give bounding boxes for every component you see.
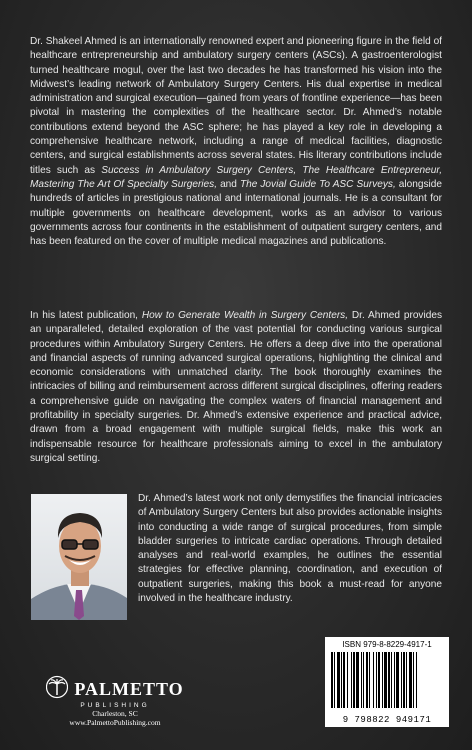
barcode-bar xyxy=(363,652,364,708)
author-bio-paragraph xyxy=(30,35,442,249)
barcode-bar xyxy=(334,652,335,708)
bio-titles-2: The Jovial Guide To ASC Surveys, xyxy=(239,178,396,190)
barcode-bar xyxy=(416,652,417,708)
barcode-bar xyxy=(396,652,399,708)
barcode-bar xyxy=(361,652,362,708)
barcode-bar xyxy=(394,652,395,708)
author-portrait xyxy=(31,494,127,620)
barcode-bar xyxy=(378,652,380,708)
barcode-bar xyxy=(337,652,340,708)
barcode-bar xyxy=(382,652,383,708)
book-title: How to Generate Wealth in Surgery Centers, xyxy=(141,310,349,321)
barcode-bar xyxy=(347,652,348,708)
barcode-bar xyxy=(401,652,402,708)
barcode-bar xyxy=(369,652,370,708)
barcode-digits: 9 798822 949171 xyxy=(342,715,432,725)
book-text-2: Dr. Ahmed provides an unparalleled, detailed exploration of the vast potential for conducting various surgical procedures within Ambulatory Surgery Centers. He offers a deep dive into the operational and financial aspects of running advanced surgical operations, highlighting the clinical and economic considerations with unmatched clarity. The book thoroughly examines the intricacies of billing and reimbursement across different surgical disciplines, offering readers a comprehensive guide on navigating the complex waters of financial management and profitability in specialty surgeries. Dr. Ahmed’s extensive experience and practical advice, drawn from a broad engagement with multiple surgical fields, make this work an indispensable resource for healthcare professionals aiming to excel in the ambulatory surgical setting. xyxy=(30,310,442,464)
isbn-barcode xyxy=(325,637,449,727)
barcode-bar xyxy=(384,652,387,708)
barcode-bar xyxy=(366,652,368,708)
publisher-subtitle: PUBLISHING xyxy=(80,702,150,709)
barcode-bar xyxy=(388,652,390,708)
bio-titles-1: Success in Ambulatory Surgery Centers, The Healthcare Entrepreneur, Mastering The Art Of Specialty Surgeries, xyxy=(30,164,443,190)
barcode-bar xyxy=(409,652,412,708)
bio-text-2: and xyxy=(217,178,240,190)
barcode-bar xyxy=(343,652,345,708)
publisher-city: Charleston, SC xyxy=(92,709,138,718)
barcode-bar xyxy=(331,652,333,708)
barcode-bar xyxy=(351,652,352,708)
barcode-bar xyxy=(403,652,405,708)
publisher-name: PALMETTO xyxy=(74,679,184,699)
book-text-1: In his latest publication, xyxy=(30,310,142,321)
publisher-url[interactable]: www.PalmettoPublishing.com xyxy=(69,718,161,727)
summary-paragraph: Dr. Ahmed’s latest work not only demystifies the financial intricacies of Ambulatory Surgery Centers but also provides actionable insights into conducting a wide range of surgical procedures, from simple bladder surgeries to intricate cardiac operations. Through detailed analyses and real-world examples, he outlines the essential strategies for effective planning, coordination, and execution of outpatient surgeries, making this book a must-read for anyone involved in the healthcare industry. xyxy=(138,493,442,605)
barcode-bar xyxy=(391,652,392,708)
barcode-bar xyxy=(406,652,407,708)
book-description-paragraph xyxy=(30,309,442,466)
barcode-bar xyxy=(373,652,374,708)
palmetto-tree-icon xyxy=(46,675,68,704)
publisher-logo xyxy=(40,675,190,735)
bio-text-1: Dr. Shakeel Ahmed is an internationally renowned expert and pioneering figure in the field of healthcare entrepreneurship and ambulatory surgery centers (ASCs). A gastroenterologist turned healthcare mogul, over the last two decades he has transformed his vision into the Midwest’s leading network of Ambulatory Surgery Centers. His dual expertise in medical administration and surgical execution—gained from years of frontline experience—has been pivotal in mastering the complexities of the healthcare sector. Dr. Ahmed’s notable contributions extend beyond the ASC sphere; he has played a key role in developing a comprehensive healthcare network, including a range of medical facilities, diagnostic centers, and surgical establishments across several states. His literary contributions include titles such as xyxy=(30,36,442,176)
barcode-bar xyxy=(356,652,359,708)
barcode-bar xyxy=(353,652,355,708)
isbn-label: ISBN 979-8-8229-4917-1 xyxy=(342,640,432,649)
barcode-bar xyxy=(376,652,377,708)
barcode-bar xyxy=(341,652,342,708)
barcode-bars xyxy=(331,652,443,710)
bio-text-3: alongside hundreds of articles in prestigious national and international journals. He is a consultant for multiple governments on healthcare development, works as an advisor to various governments across four continents in the establishment of outpatient surgery centers, and has been featured on the cover of multiple medical magazines and publications. xyxy=(30,178,443,248)
barcode-bar xyxy=(413,652,414,708)
